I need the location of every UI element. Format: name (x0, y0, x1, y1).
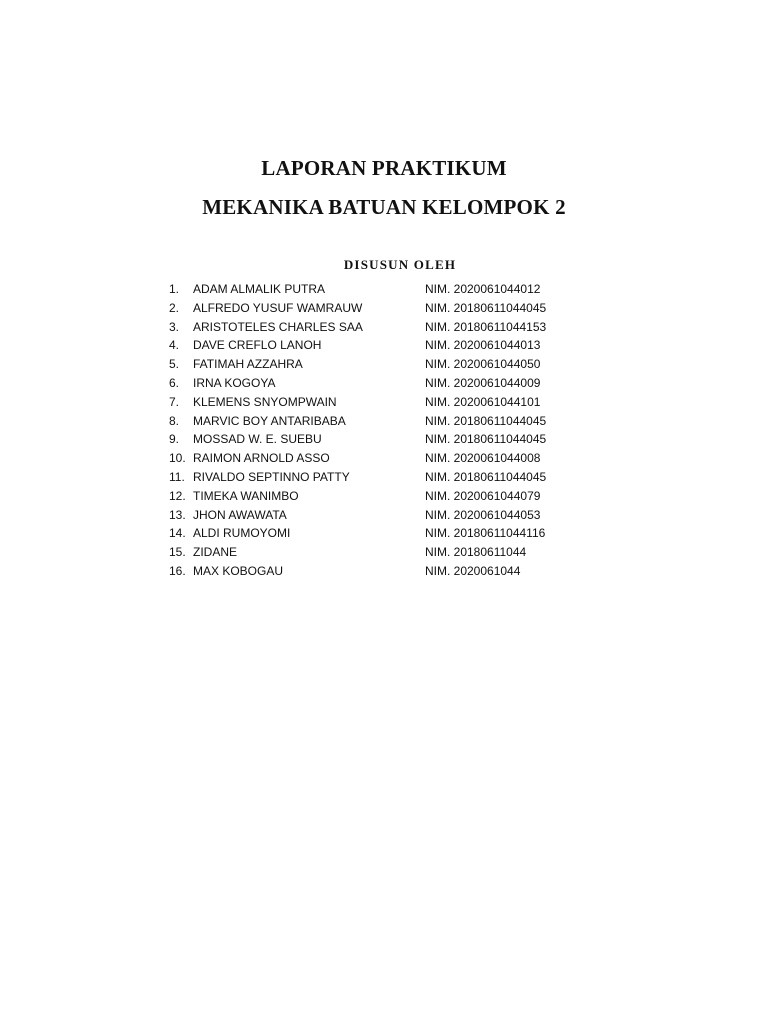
member-number: 9. (169, 432, 180, 447)
member-nim: NIM. 2020061044101 (425, 394, 541, 409)
member-nim: NIM. 20180611044045 (425, 469, 547, 484)
member-name: DAVE CREFLO LANOH (193, 338, 322, 353)
member-nim: NIM. 20180611044045 (425, 413, 547, 428)
member-row (0, 280, 768, 299)
member-row (0, 562, 768, 581)
member-name: ADAM ALMALIK PUTRA (193, 282, 326, 296)
member-row (0, 506, 768, 525)
member-number: 7. (169, 394, 180, 409)
member-name: FATIMAH AZZAHRA (193, 357, 303, 372)
member-number: 8. (169, 413, 180, 428)
member-number: 6. (169, 375, 180, 390)
member-number: 5. (169, 357, 180, 372)
member-nim: NIM. 20180611044 (425, 545, 527, 560)
member-nim: NIM. 2020061044008 (425, 451, 541, 466)
authored-by-heading: DISUSUN OLEH (343, 257, 457, 272)
member-name: MARVIC BOY ANTARIBABA (193, 413, 346, 428)
member-nim: NIM. 20180611044116 (425, 526, 546, 541)
member-name: TIMEKA WANIMBO (193, 488, 299, 503)
member-nim: NIM. 2020061044 (425, 563, 521, 578)
member-name: ALDI RUMOYOMI (193, 526, 291, 541)
member-name: IRNA KOGOYA (193, 375, 276, 390)
member-name: MOSSAD W. E. SUEBU (193, 432, 322, 447)
member-number: 11. (169, 469, 185, 484)
member-name: ALFREDO YUSUF WAMRAUW (193, 300, 363, 315)
member-row (0, 355, 768, 374)
member-row (0, 374, 768, 393)
member-number: 14. (169, 526, 186, 541)
member-nim: NIM. 2020061044050 (425, 357, 541, 372)
member-row (0, 449, 768, 468)
member-list (0, 280, 768, 581)
member-nim: NIM. 20180611044045 (425, 300, 547, 315)
member-name: RIVALDO SEPTINNO PATTY (193, 469, 350, 484)
member-number: 12. (169, 488, 186, 503)
member-number: 13. (169, 507, 186, 522)
member-number: 10. (169, 451, 186, 466)
member-row (0, 487, 768, 506)
report-title: LAPORAN PRAKTIKUM (261, 156, 507, 180)
member-number: 2. (169, 300, 180, 315)
member-row (0, 336, 768, 355)
member-nim: NIM. 20180611044045 (425, 432, 547, 447)
member-row (0, 393, 768, 412)
member-name: ARISTOTELES CHARLES SAA (193, 319, 363, 334)
member-nim: NIM. 2020061044009 (425, 375, 541, 390)
member-row (0, 318, 768, 337)
member-row (0, 412, 768, 431)
member-nim: NIM. 2020061044079 (425, 488, 541, 503)
member-nim: NIM. 2020061044012 (425, 282, 541, 296)
member-row (0, 468, 768, 487)
report-subject-title: MEKANIKA BATUAN KELOMPOK 2 (202, 195, 566, 219)
member-name: ZIDANE (193, 545, 238, 560)
member-nim: NIM. 2020061044053 (425, 507, 541, 522)
member-row (0, 430, 768, 449)
member-name: MAX KOBOGAU (193, 563, 284, 578)
member-row (0, 299, 768, 318)
member-row (0, 543, 768, 562)
member-number: 16. (169, 563, 186, 578)
member-number: 4. (169, 338, 180, 353)
member-nim: NIM. 20180611044153 (425, 319, 547, 334)
member-number: 15. (169, 545, 186, 560)
member-number: 1. (169, 282, 180, 296)
member-nim: NIM. 2020061044013 (425, 338, 541, 353)
member-name: JHON AWAWATA (193, 507, 287, 522)
member-number: 3. (169, 319, 180, 334)
member-name: KLEMENS SNYOMPWAIN (193, 394, 337, 409)
member-name: RAIMON ARNOLD ASSO (193, 451, 330, 466)
member-row (0, 524, 768, 543)
